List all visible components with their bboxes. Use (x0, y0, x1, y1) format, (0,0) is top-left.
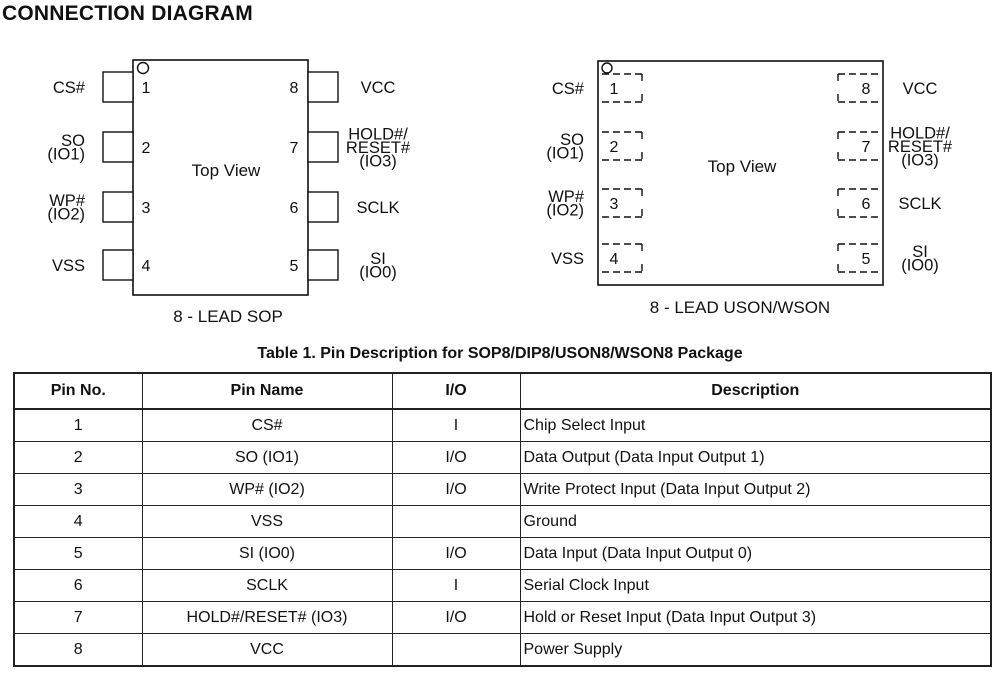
uson-pad-outline (602, 132, 642, 160)
uson-pin-label: WP# (IO2) (546, 188, 584, 220)
uson-pad-2 (602, 132, 642, 160)
cell-pin-no: 8 (14, 634, 142, 667)
uson-pad-outline (838, 74, 878, 102)
cell-description: Hold or Reset Input (Data Input Output 3) (520, 602, 991, 634)
uson-pad-outline (838, 244, 878, 272)
cell-pin-name: SI (IO0) (142, 538, 392, 570)
sop-pin-2 (103, 132, 133, 162)
header-pin-name: Pin Name (142, 373, 392, 409)
cell-io (392, 506, 520, 538)
uson-pin-number: 2 (609, 138, 619, 156)
cell-pin-no: 1 (14, 409, 142, 442)
uson-pin-label: SI (IO0) (901, 243, 939, 275)
cell-description: Ground (520, 506, 991, 538)
uson-pin-number: 1 (609, 80, 619, 98)
uson-pin-label: VCC (902, 79, 938, 98)
sop-pin-number: 2 (141, 139, 151, 157)
uson-pad-3 (602, 189, 642, 217)
sop-pin-1 (103, 72, 133, 102)
uson-pin-number: 8 (861, 80, 871, 98)
cell-pin-no: 7 (14, 602, 142, 634)
table-row (14, 634, 991, 667)
sop-pin-number: 8 (289, 79, 299, 97)
cell-pin-no: 3 (14, 474, 142, 506)
cell-description: Data Output (Data Input Output 1) (520, 442, 991, 474)
uson-pin-number: 6 (861, 195, 871, 213)
sop-pin-label: CS# (52, 78, 85, 97)
sop-package-caption: 8 - LEAD SOP (173, 307, 283, 327)
cell-io: I (392, 409, 520, 442)
uson-pad-outline (838, 189, 878, 217)
cell-io: I/O (392, 474, 520, 506)
cell-pin-no: 5 (14, 538, 142, 570)
sop-pin-label: SCLK (356, 198, 400, 217)
cell-io (392, 634, 520, 667)
uson-pad-outline (602, 244, 642, 272)
cell-pin-name: CS# (142, 409, 392, 442)
cell-description: Power Supply (520, 634, 991, 667)
cell-description: Data Input (Data Input Output 0) (520, 538, 991, 570)
table-row (14, 442, 991, 474)
table-row (14, 570, 991, 602)
pin1-marker (138, 63, 149, 74)
cell-io: I/O (392, 538, 520, 570)
uson-pin-label: HOLD#/ RESET# (IO3) (887, 124, 953, 170)
sop-pin-3 (103, 192, 133, 222)
sop-pin-label: SO (IO1) (47, 132, 85, 164)
uson-pad-6 (838, 189, 878, 217)
uson-pad-8 (838, 74, 878, 102)
sop-pin-label: SI (IO0) (359, 250, 397, 282)
cell-io: I/O (392, 602, 520, 634)
uson-pin-label: SO (IO1) (546, 131, 584, 163)
sop-pin-number: 1 (141, 79, 151, 97)
cell-description: Chip Select Input (520, 409, 991, 442)
uson-pad-4 (602, 244, 642, 272)
table-row (14, 538, 991, 570)
connection-diagram (0, 0, 1000, 340)
sop-pin-8 (308, 72, 338, 102)
uson-pin-label: VSS (550, 249, 584, 268)
header-io: I/O (392, 373, 520, 409)
sop-pin-7 (308, 132, 338, 162)
uson-pad-5 (838, 244, 878, 272)
cell-pin-no: 6 (14, 570, 142, 602)
cell-pin-name: WP# (IO2) (142, 474, 392, 506)
sop-pin-number: 6 (289, 199, 299, 217)
sop-pin-label: VSS (51, 256, 85, 275)
sop-pin-number: 5 (289, 257, 299, 275)
cell-description: Serial Clock Input (520, 570, 991, 602)
uson-pin-label: CS# (551, 79, 584, 98)
sop-pin-4 (103, 250, 133, 280)
cell-pin-no: 2 (14, 442, 142, 474)
section-heading: CONNECTION DIAGRAM (2, 2, 253, 25)
cell-io: I (392, 570, 520, 602)
cell-pin-name: VCC (142, 634, 392, 667)
cell-pin-name: SCLK (142, 570, 392, 602)
sop-pin-5 (308, 250, 338, 280)
sop-pin-number: 3 (141, 199, 151, 217)
uson-top-view-label: Top View (707, 157, 777, 177)
cell-pin-no: 4 (14, 506, 142, 538)
uson-pad-outline (838, 132, 878, 160)
cell-pin-name: SO (IO1) (142, 442, 392, 474)
sop-pin-label: WP# (IO2) (47, 192, 85, 224)
uson-pad-outline (602, 189, 642, 217)
table-caption: Table 1. Pin Description for SOP8/DIP8/USON8/WSON8 Package (257, 345, 743, 362)
sop-pin-label: HOLD#/ RESET# (IO3) (345, 125, 411, 171)
table-header-row (14, 373, 991, 409)
sop-pin-6 (308, 192, 338, 222)
uson-pad-1 (602, 74, 642, 102)
sop-pin-label: VCC (360, 78, 396, 97)
uson-pin-number: 5 (861, 250, 871, 268)
header-description: Description (520, 373, 991, 409)
uson-pad-outline (602, 74, 642, 102)
uson-pin-number: 4 (609, 250, 619, 268)
header-pin-no: Pin No. (14, 373, 142, 409)
pin-description-table (13, 372, 992, 667)
uson-package-caption: 8 - LEAD USON/WSON (649, 298, 831, 318)
sop-top-view-label: Top View (191, 161, 261, 181)
table-row (14, 474, 991, 506)
uson-pin-label: SCLK (898, 194, 942, 213)
uson-pad-7 (838, 132, 878, 160)
table-row (14, 409, 991, 442)
sop-pin-number: 7 (289, 139, 299, 157)
sop-pin-number: 4 (141, 257, 151, 275)
uson-pin-number: 7 (861, 138, 871, 156)
table-row (14, 506, 991, 538)
cell-io: I/O (392, 442, 520, 474)
table-row (14, 602, 991, 634)
cell-pin-name: VSS (142, 506, 392, 538)
cell-description: Write Protect Input (Data Input Output 2) (520, 474, 991, 506)
pin1-marker (602, 63, 612, 73)
cell-pin-name: HOLD#/RESET# (IO3) (142, 602, 392, 634)
uson-pin-number: 3 (609, 195, 619, 213)
